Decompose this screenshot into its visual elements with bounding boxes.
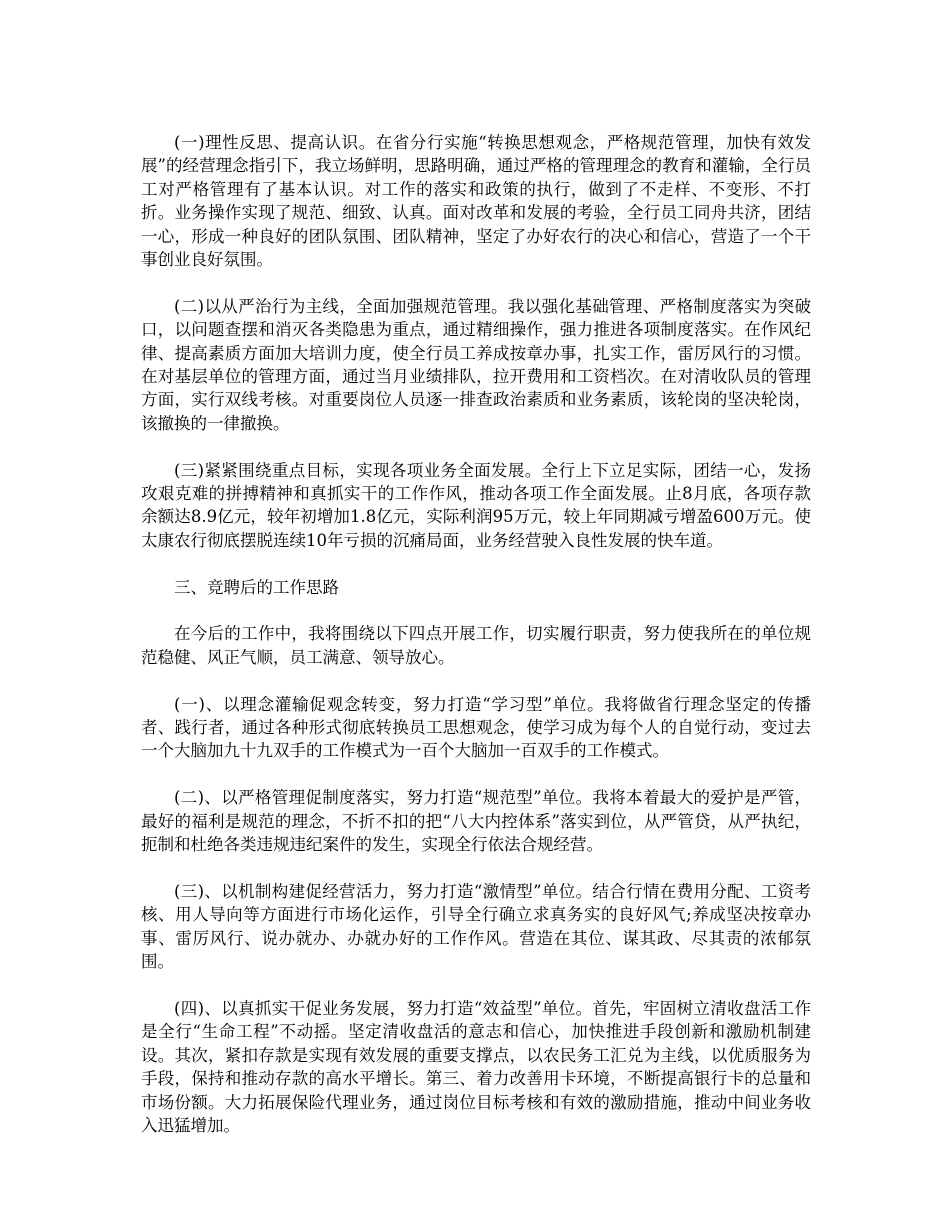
paragraph-work-plan-intro: 在今后的工作中，我将围绕以下四点开展工作，切实履行职责，努力使我所在的单位规范稳健、风正气顺，员工满意、领导放心。 bbox=[141, 624, 811, 667]
paragraph-rational-reflection: (一)理性反思、提高认识。在省分行实施“转换思想观念，严格规范管理，加快有效发展”的经营理念指引下，我立场鲜明，思路明确，通过严格的管理理念的教育和灌输，全行员工对严格管理有了基本认识。对工作的落实和政策的执行，做到了不走样、不变形、不打折。业务操作实现了规范、细致、认真。面对改革和发展的考验，全行员工同舟共济，团结一心，形成一种良好的团队氛围、团队精神，坚定了办好农行的决心和信心，营造了一个干事创业良好氛围。 bbox=[141, 133, 811, 270]
paragraph-passionate-unit: (三)、以机制构建促经营活力，努力打造“激情型”单位。结合行情在费用分配、工资考核、用人导向等方面进行市场化运作，引导全行确立求真务实的良好风气;养成坚决按章办事、雷厉风行、说办就办、办就办好的工作作风。营造在其位、谋其政、尽其责的浓郁氛围。 bbox=[141, 881, 811, 972]
paragraph-learning-unit: (一)、以理念灌输促观念转变，努力打造“学习型”单位。我将做省行理念坚定的传播者、践行者，通过各种形式彻底转换员工思想观念，使学习成为每个人的自觉行动，变过去一个大脑加九十九双手的工作模式为一百个大脑加一百双手的工作模式。 bbox=[141, 694, 811, 761]
section-heading-work-plan: 三、竞聘后的工作思路 bbox=[174, 577, 339, 597]
paragraph-efficient-unit: (四)、以真抓实干促业务发展，努力打造“效益型”单位。首先，牢固树立清收盘活工作是全行“生命工程”不动摇。坚定清收盘活的意志和信心，加快推进手段创新和激励机制建设。其次，紧扣存款是实现有效发展的重要支撑点，以农民务工汇兑为主线，以优质服务为手段，保持和推动存款的高水平增长。第三、着力改善用卡环境，不断提高银行卡的总量和市场份额。大力拓展保险代理业务，通过岗位目标考核和有效的激励措施，推动中间业务收入迅猛增加。 bbox=[141, 998, 811, 1135]
paragraph-standardized-unit: (二)、以严格管理促制度落实，努力打造“规范型”单位。我将本着最大的爱护是严管，最好的福利是规范的理念，不折不扣的把“八大内控体系”落实到位，从严管贷，从严执纪，扼制和杜绝各类违规违纪案件的发生，实现全行依法合规经营。 bbox=[141, 788, 811, 855]
paragraph-key-targets: (三)紧紧围绕重点目标，实现各项业务全面发展。全行上下立足实际，团结一心，发扬攻艰克难的拼搏精神和真抓实干的工作作风，推动各项工作全面发展。止8月底，各项存款余额达8.9亿元，较年初增加1.8亿元，实际利润95万元，较上年同期减亏增盈600万元。使太康农行彻底摆脱连续10年亏损的沉痛局面，业务经营驶入良性发展的快车道。 bbox=[141, 460, 811, 550]
document-page bbox=[141, 131, 811, 1161]
paragraph-strict-management: (二)以从严治行为主线，全面加强规范管理。我以强化基础管理、严格制度落实为突破口，以问题查摆和消灭各类隐患为重点，通过精细操作，强力推进各项制度落实。在作风纪律、提高素质方面加大培训力度，使全行员工养成按章办事，扎实工作，雷厉风行的习惯。在对基层单位的管理方面，通过当月业绩排队，拉开费用和工资档次。在对清收队员的管理方面，实行双线考核。对重要岗位人员逐一排查政治素质和业务素质，该轮岗的坚决轮岗，该撤换的一律撤换。 bbox=[141, 296, 811, 433]
